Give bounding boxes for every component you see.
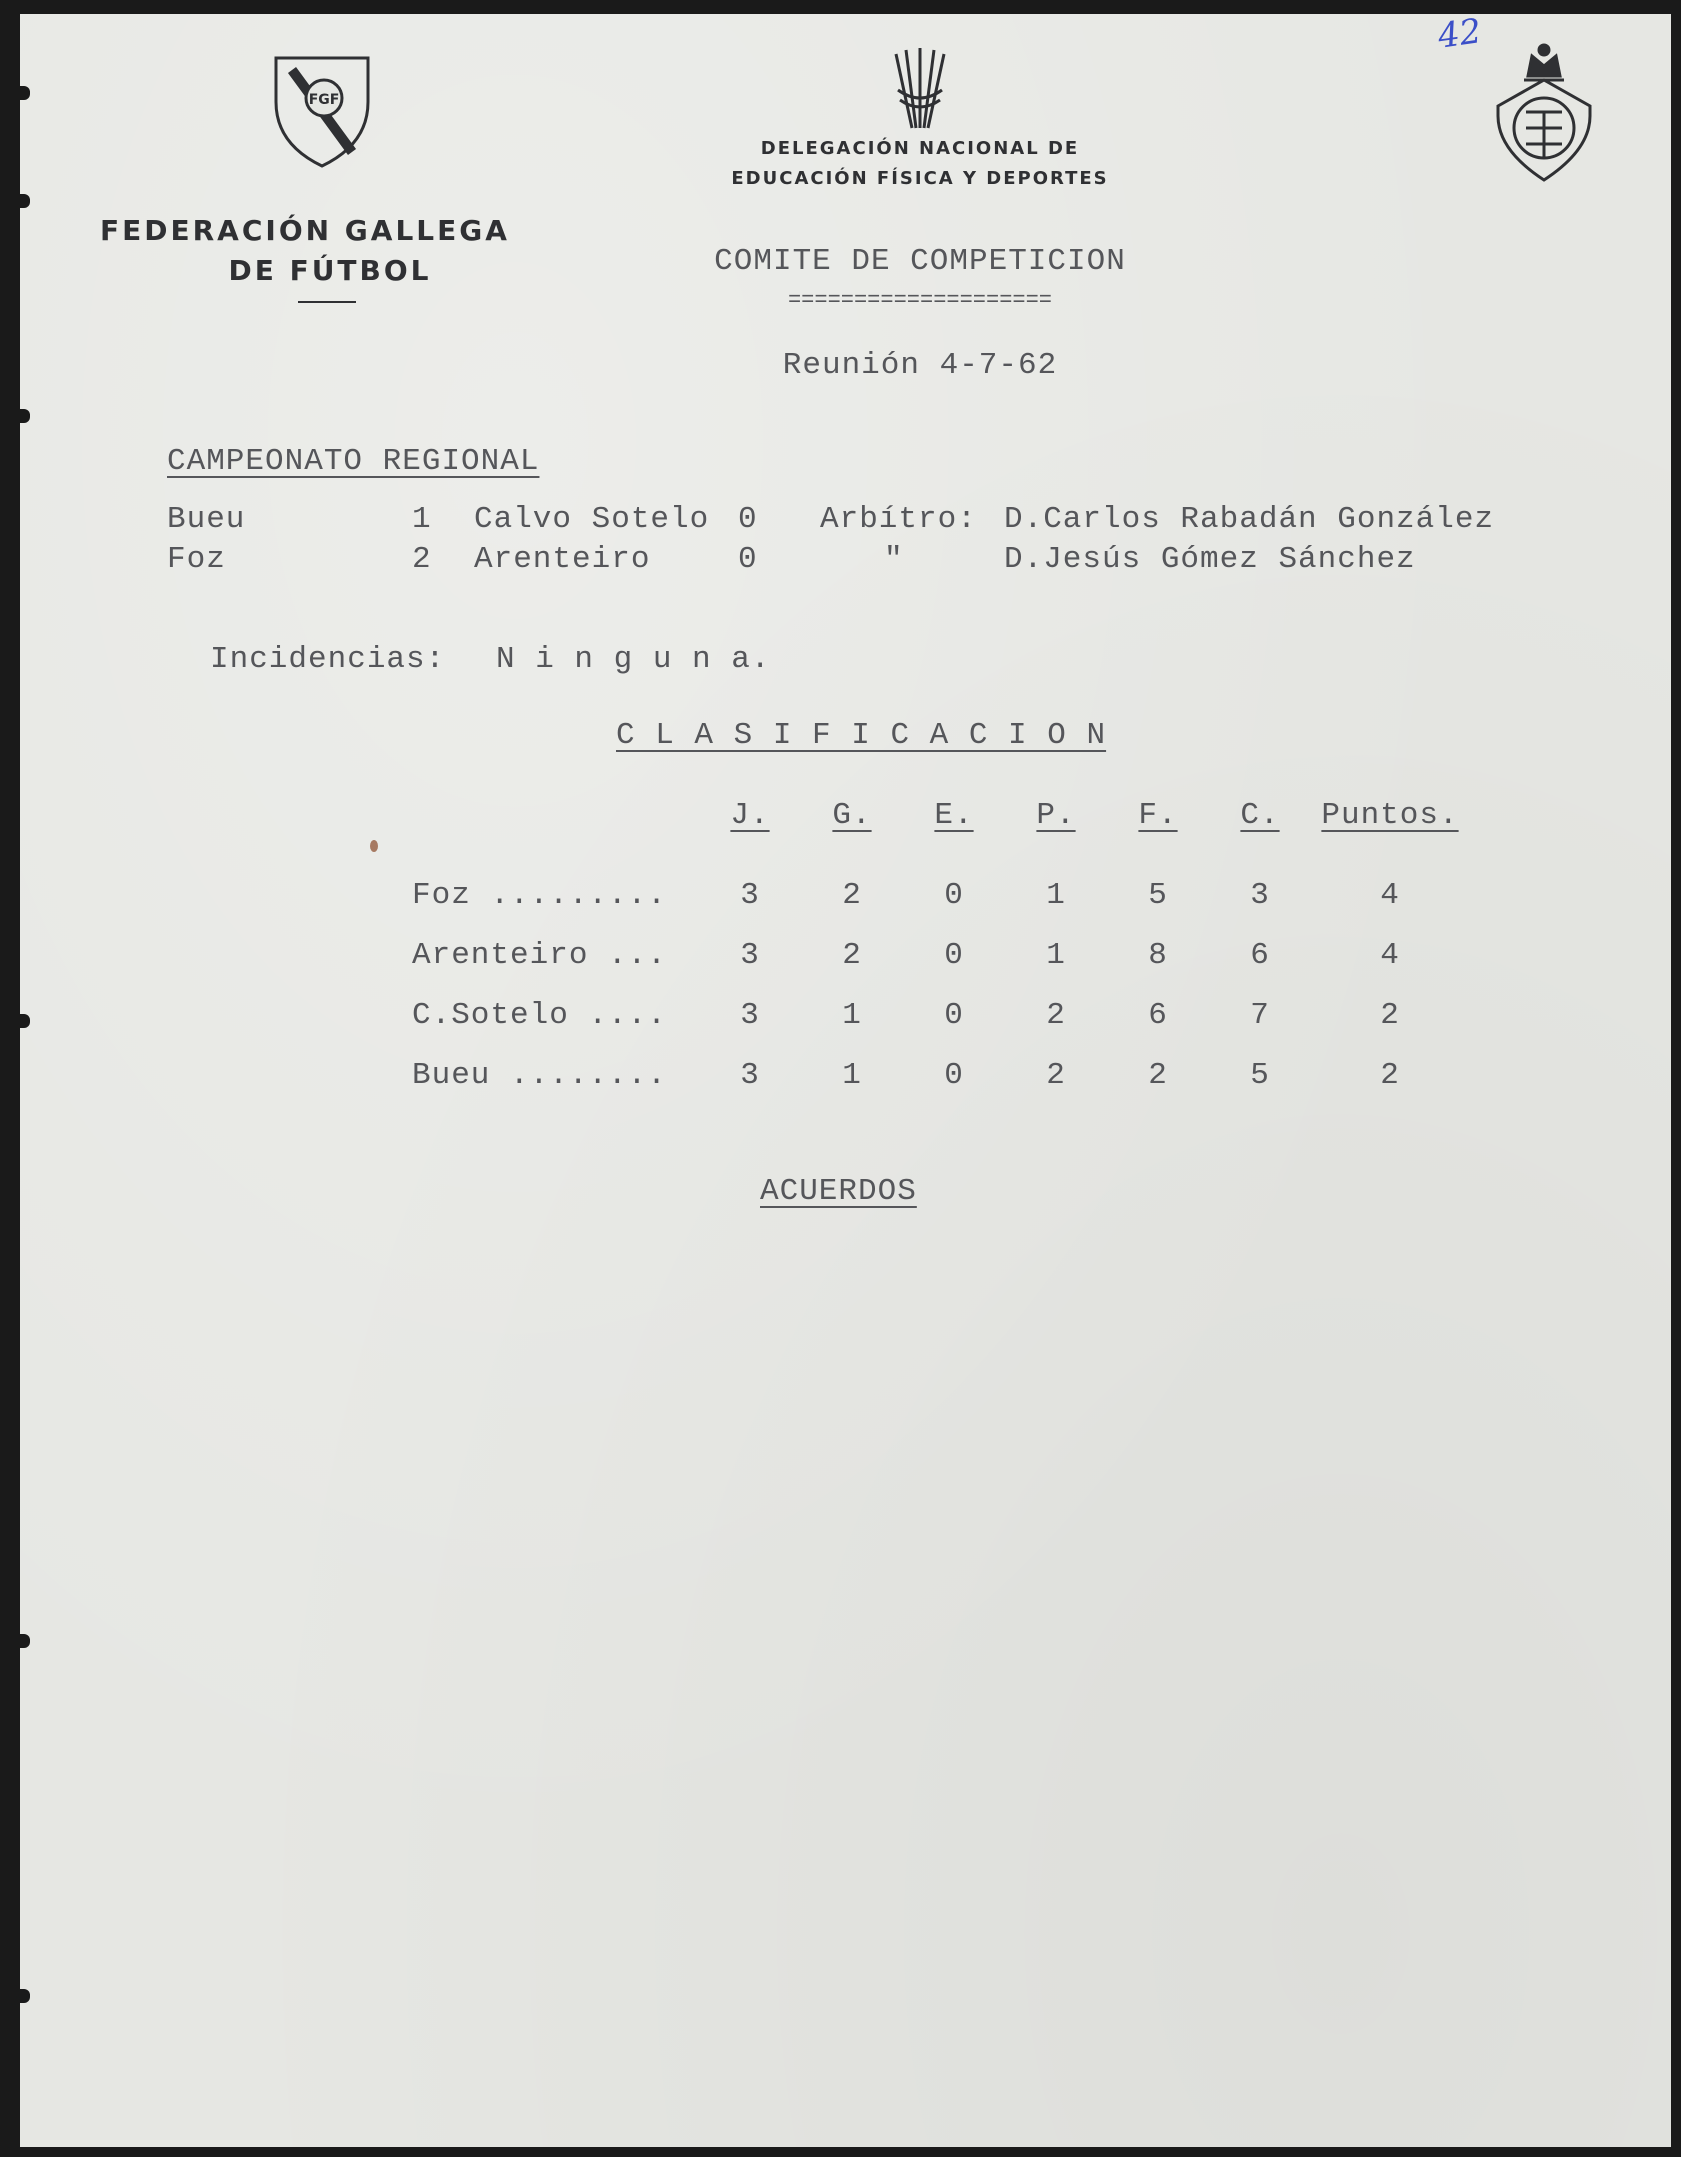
cell: 2 xyxy=(1380,998,1400,1033)
cell: 2 xyxy=(842,938,862,973)
cell: 0 xyxy=(944,938,964,973)
header-against: C. xyxy=(1240,798,1280,833)
edge-mark xyxy=(20,1634,30,1648)
cell: 1 xyxy=(842,998,862,1033)
edge-mark xyxy=(20,409,30,423)
cell: 2 xyxy=(1046,998,1066,1033)
header-points: Puntos. xyxy=(1321,798,1459,833)
cell: 2 xyxy=(1046,1058,1066,1093)
away-goals: 0 xyxy=(738,502,758,537)
incidents-label: Incidencias: xyxy=(210,642,446,677)
delegation-line1: DELEGACIÓN NACIONAL DE xyxy=(760,138,1080,159)
edge-mark xyxy=(20,1014,30,1028)
cell: 4 xyxy=(1380,938,1400,973)
incidents-value: N i n g u n a. xyxy=(496,642,771,677)
cell: 0 xyxy=(944,998,964,1033)
cell: 0 xyxy=(944,878,964,913)
cell: 6 xyxy=(1148,998,1168,1033)
home-goals: 2 xyxy=(412,542,432,577)
yoke-arrows-icon xyxy=(890,44,950,132)
header-drawn: E. xyxy=(934,798,974,833)
referee-label: " xyxy=(884,542,904,577)
header-won: G. xyxy=(832,798,872,833)
team-name: Bueu ........ xyxy=(412,1058,667,1093)
cell: 3 xyxy=(740,998,760,1033)
cell: 7 xyxy=(1250,998,1270,1033)
cell: 6 xyxy=(1250,938,1270,973)
edge-mark xyxy=(20,194,30,208)
cell: 3 xyxy=(740,878,760,913)
referee-label: Arbítro: xyxy=(820,502,977,537)
section-title: CAMPEONATO REGIONAL xyxy=(167,444,540,479)
ink-stain xyxy=(370,840,378,852)
cell: 1 xyxy=(1046,878,1066,913)
svg-text:FGF: FGF xyxy=(308,92,340,108)
cell: 0 xyxy=(944,1058,964,1093)
committee-title: COMITE DE COMPETICION xyxy=(714,244,1126,279)
handwritten-page-number: 42 xyxy=(1435,11,1484,57)
edge-mark xyxy=(20,1989,30,2003)
cell: 5 xyxy=(1250,1058,1270,1093)
cell: 2 xyxy=(842,878,862,913)
agreements-title: ACUERDOS xyxy=(760,1174,917,1209)
cell: 2 xyxy=(1380,1058,1400,1093)
standings-title: C L A S I F I C A C I O N xyxy=(616,718,1107,753)
team-name: Arenteiro ... xyxy=(412,938,667,973)
cell: 3 xyxy=(1250,878,1270,913)
document-page xyxy=(20,11,1671,2147)
federation-name-line2: DE FÚTBOL xyxy=(228,254,432,287)
cell: 4 xyxy=(1380,878,1400,913)
header-lost: P. xyxy=(1036,798,1076,833)
cell: 1 xyxy=(1046,938,1066,973)
crown-emblem-icon xyxy=(1492,40,1596,190)
away-team: Calvo Sotelo xyxy=(474,502,710,537)
federation-name-line1: FEDERACIÓN GALLEGA xyxy=(100,214,510,247)
away-goals: 0 xyxy=(738,542,758,577)
referee-name: D.Jesús Gómez Sánchez xyxy=(1004,542,1416,577)
home-team: Foz xyxy=(167,542,226,577)
cell: 5 xyxy=(1148,878,1168,913)
title-rule: ==================== xyxy=(787,288,1053,313)
referee-name: D.Carlos Rabadán González xyxy=(1004,502,1495,537)
header-played: J. xyxy=(730,798,770,833)
cell: 2 xyxy=(1148,1058,1168,1093)
cell: 3 xyxy=(740,1058,760,1093)
cell: 8 xyxy=(1148,938,1168,973)
cell: 1 xyxy=(842,1058,862,1093)
team-name: C.Sotelo .... xyxy=(412,998,667,1033)
home-team: Bueu xyxy=(167,502,246,537)
federation-shield-icon xyxy=(272,52,372,170)
edge-mark xyxy=(20,86,30,100)
team-name: Foz ......... xyxy=(412,878,667,913)
cell: 3 xyxy=(740,938,760,973)
away-team: Arenteiro xyxy=(474,542,651,577)
delegation-line2: EDUCACIÓN FÍSICA Y DEPORTES xyxy=(731,168,1109,189)
header-for: F. xyxy=(1138,798,1178,833)
meeting-date: Reunión 4-7-62 xyxy=(782,348,1058,383)
divider xyxy=(298,301,356,303)
home-goals: 1 xyxy=(412,502,432,537)
